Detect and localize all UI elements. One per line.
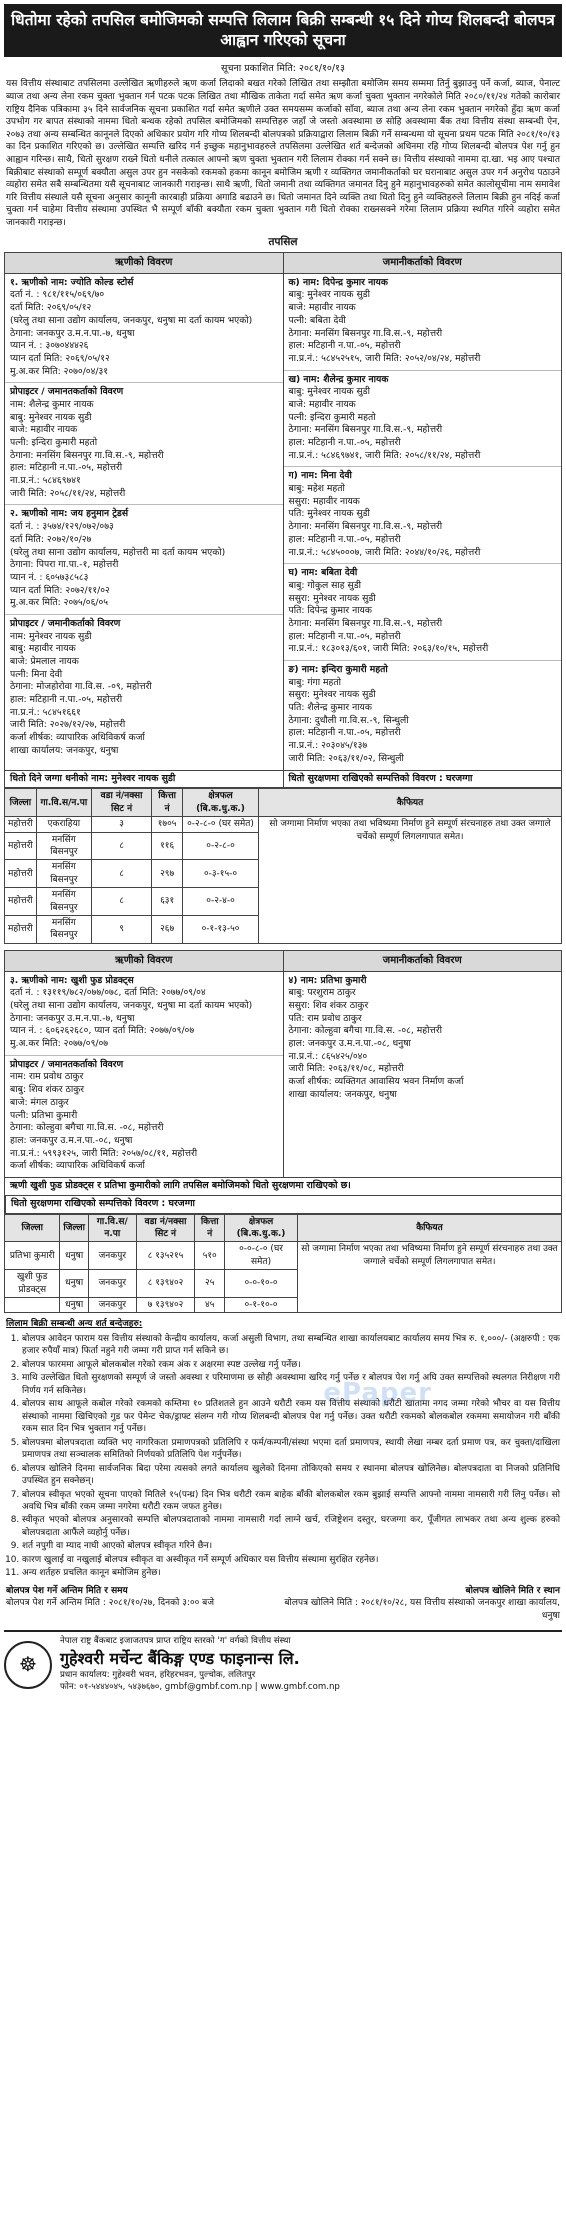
detail-line: प्यान दर्ता मिति: २०७२/११/०२ (10, 584, 110, 596)
loan-details-grid-2 (4, 950, 562, 1178)
notice-page (4, 4, 562, 2216)
company-logo-icon: ☸ (4, 1641, 52, 1689)
detail-line: प्यान नं. : ३०७०४४४२६ (10, 340, 89, 352)
detail-line: बाजे: महावीर नायक (288, 398, 356, 410)
detail-line: पति: राम प्रवोध ठाकुर (288, 1012, 362, 1024)
land-table-3 (4, 1214, 562, 1314)
detail-line: मु.अ.कर मिति: २०७७/०९/०७ (10, 1038, 109, 1050)
table-cell: ०-१-१०-० (225, 1298, 298, 1313)
detail-line: ठेगाना: पिपरा गा.पा.-१, महोत्तरी (10, 559, 119, 571)
detail-line: ठेगाना: मनसिंग बिसनपुर गा.वि.स.-९, महोत्तरी (10, 449, 164, 461)
detail-line: दर्ता नं. : १३११९/७८२/०७७/०७८, दर्ता मिति: २०७७/०९/०४ (10, 987, 206, 999)
table-row (5, 817, 562, 832)
table-cell: ८ (91, 832, 151, 860)
table-cell: जनकपुर (88, 1298, 136, 1313)
detail-line: जारी मिति: २०२७/१२/२७, महोत्तरी (10, 719, 126, 731)
detail-line: कर्जा शीर्षक: व्यापारिक अधिविकर्ष कर्जा (10, 1160, 145, 1172)
guarantor-e-block (284, 661, 562, 770)
detail-line: दर्ता मिति: २०६९/०५/१२ (10, 302, 92, 314)
table-cell: ८ १३५२१५ (136, 1242, 195, 1270)
terms-list (6, 1333, 560, 1580)
guarantor-column-header: जमानीकर्ताको विवरण (284, 253, 562, 274)
detail-line: बाबु: शिव शंकर ठाकुर (10, 1084, 85, 1096)
term-item: 7. बोलपत्र स्वीकृत भएको सूचना पाएको मितिले १५(पन्ध्र) दिन भित्र धरौटी रकम बाहेक बाँकी बोलकबोल रकम बुझाई सम्पत्ति आफ्नो नाममा नामसारी गरी लिनु पर्नेछ। सो अवधि भित्र बाँकी रकम जम्मा नगरेमा धरौटी रकम जफत हुनेछ। (22, 1489, 560, 1514)
detail-line: घ) नाम: बबिता देवी (288, 567, 358, 579)
col-ward: वडा नं/नक्सा सिट नं (91, 789, 151, 817)
detail-line: ससुरा: मुनेश्वर नायक सुडी (288, 689, 376, 701)
guarantor-a-block (284, 274, 562, 371)
detail-line: बाजे: प्रेमलाल नायक (10, 656, 79, 668)
table-cell: ८ (91, 860, 151, 888)
detail-line: प्यान दर्ता मिति: २०६९/०५/१२ (10, 352, 110, 364)
guarantor-d-block (284, 564, 562, 661)
detail-line: ठेगाना: मनसिंग बिसनपुर गा.वि.स.-९, महोत्तरी (288, 521, 443, 533)
table-cell: मनसिंग बिसनपुर (36, 916, 91, 944)
table-cell: धनुषा (60, 1270, 89, 1298)
detail-line: ठेगाना: मनसिंग बिसनपुर गा.वि.स.-९, महोत्तरी (288, 327, 443, 339)
detail-line: पत्नी: इन्दिरा कुमारी महतो (10, 437, 98, 449)
detail-line: कर्जा शीर्षक: व्यक्तिगत आवासिय भवन निर्माण कर्जा (288, 1076, 464, 1088)
tapsil-heading: तपसिल (268, 235, 298, 248)
table-cell: १७०५ (152, 817, 183, 832)
detail-line: हाल: मटिहानी न.पा.-०५, महोत्तरी (10, 694, 123, 706)
block-heading: प्रोपाइटर / जमानतकर्ताको विवरण (10, 1058, 124, 1070)
term-item: 8. स्वीकृत भएको बोलपत्र अनुसारको सम्पत्ति बोलपत्रदाताको नाममा नामसारी गर्दा लाग्ने खर्च, रजिष्ट्रेशन दस्तुर, घरजग्गा कर, पूँजीगत लाभकर तथा अन्य शुल्क हरुको बोलपत्रदाता आफैंले व्यहोर्नु पर्नेछ। (22, 1514, 560, 1539)
detail-line: पति: दिपेन्द्र कुमार नायक (288, 605, 372, 617)
open-date-label: बोलपत्र खोलिने मिति र स्थान (465, 1585, 560, 1596)
col-vdc: गा.वि.स/न.पा (36, 789, 91, 817)
land-table-1-header-row (5, 789, 562, 817)
col-area: क्षेत्रफल (बि.क.धु.क.) (183, 789, 259, 817)
detail-line: हाल: जनकपुर उ.म.न.पा.-०८, धनुषा (288, 1038, 411, 1050)
detail-line: ना.प्र.नं.: ५८४६९७४१ (10, 475, 81, 487)
detail-line: हाल: मटिहानी न.पा.-०५, महोत्तरी (10, 462, 123, 474)
detail-line: ४) नाम: प्रतिभा कुमारी (288, 974, 367, 986)
published-date: सूचना प्रकाशित मिति: २०८१/१०/१३ (221, 63, 345, 75)
table-cell: धनुषा (60, 1242, 89, 1270)
table-cell: महोत्तरी (5, 832, 37, 860)
term-item: 4. बोलपत्र साथ आफूले कबोल गरेको रकमको कम्तिमा १० प्रतिशतले हुन आउने धरौटी रकम यस वित्तीय संस्थाको धरौटी खातामा नगद जम्मा गरेको भौचर वा यस वित्तीय संस्थाको नाममा खिचिएको गुड फर पेमेन्ट चेक/ड्राफ्ट संलग्न गरी गोप्य शिलबन्दी बोलपत्र पेश गर्नु पर्नेछ। उक्त धरौटी रकमको बोलकबोल रकममा समायोजन गरी बाँकी रकम सात दिन भित्र भुक्तान गर्नु पर्नेछ। (22, 1398, 560, 1435)
watermark: ePaper (323, 1378, 432, 1408)
detail-line: बाबु: मुनेश्वर नायक सुडी (10, 411, 92, 423)
company-footer (4, 1630, 562, 1694)
table-cell: महोत्तरी (5, 916, 37, 944)
plot-3-security: धितो सुरक्षणमा राखिएको सम्पत्तिको विवरण : घरजग्गा (5, 1196, 561, 1213)
term-item: 10. कारण खुलाई वा नखुलाई बोलपत्र स्वीकृत वा अस्वीकृत गर्ने सम्पूर्ण अधिकार यस वित्तीय संस्थामा सुरक्षित रहनेछ। (22, 1554, 560, 1566)
plot-1-owner: धितो दिने जग्गा धनीको नाम: मुनेश्वर नायक सुडी (10, 772, 176, 784)
col-remarks: कैफियत (258, 789, 561, 817)
detail-line: बाबु: गोकुल साह सुडी (288, 579, 362, 591)
detail-line: ३. ऋणीको नाम: खुशी फुड प्रोडक्ट्स (10, 974, 134, 986)
detail-line: मु.अ.कर मिति: २०७५/०६/०५ (10, 597, 109, 609)
table-cell: ०-०-१०-० (225, 1270, 298, 1298)
company-contact: फोन: ०१-५४४४०४५, ५४३७६७०, gmbf@gmbf.com.np | www.gmbf.com.np (60, 1681, 340, 1692)
detail-line: ना.प्र.नं.: ५८४५१६६१ (10, 706, 81, 718)
table-cell: २५ (195, 1270, 225, 1298)
table-cell: मनसिंग बिसनपुर (36, 832, 91, 860)
proprietor-3-block (5, 1056, 283, 1177)
detail-line: हाल: मटिहानी न.पा.-०५, महोत्तरी (288, 437, 401, 449)
company-info (60, 1636, 340, 1694)
land-table-1 (4, 788, 562, 943)
guarantor-3-column (283, 951, 562, 1177)
col-plot-no: कित्ता नं (195, 1214, 225, 1242)
submit-deadline: बोलपत्र पेश गर्ने अन्तिम मिति : २०८१/१०/२७, दिनको ३:०० बजे (6, 1598, 214, 1609)
detail-line: (घरेलु तथा साना उद्योग कार्यालय, जनकपुर, धनुषा मा दर्ता कायम भएको) (10, 1000, 253, 1012)
detail-line: ना.प्र.नं.: ५९९३१२५, जारी मिति: २०५७/०८/११, महोत्तरी (10, 1147, 198, 1159)
detail-line: १. ऋणीको नाम: ज्योति कोल्ड स्टोर्स (10, 276, 134, 288)
table-cell: धनुषा (60, 1298, 89, 1313)
land-table-3-header-row (5, 1214, 562, 1242)
detail-line: बाजे: महावीर नायक (288, 302, 356, 314)
company-name: गुहेश्वरी मर्चेन्ट बैंकिङ्ग एण्ड फाइनान्स लि. (60, 1648, 300, 1668)
detail-line: ना.प्र.नं.: ५८४६९७४१, जारी मिति: २०५८/११/२४, महोत्तरी (288, 449, 481, 461)
table-cell: ०-२-४-० (183, 888, 259, 916)
table-cell: ०-३-१५-० (183, 860, 259, 888)
land-table-1-body (5, 817, 562, 944)
detail-line: पति: मुनेश्वर नायक सुडी (288, 508, 370, 520)
table-cell: मनसिंग बिसनपुर (36, 860, 91, 888)
terms-section (6, 1318, 560, 1579)
detail-line: ना.प्र.नं.: १८३०१३/६०१, जारी मिति: २०६३/१०/१५, महोत्तरी (288, 643, 489, 655)
term-item: 2. बोलपत्र फारममा आफूले बोलकबोल गरेको रकम अंक र अक्षरमा स्पष्ट उल्लेख गर्नु पर्नेछ। (22, 1359, 560, 1371)
table-cell: महोत्तरी (5, 860, 37, 888)
guarantor-b-block (284, 371, 562, 468)
detail-line: बाबु: मुनेश्वर नायक सुडी (288, 386, 370, 398)
detail-line: शाखा कार्यालय: जनकपुर, धनुषा (288, 1088, 397, 1100)
loan-details-grid-1 (4, 252, 562, 771)
detail-line: ठेगाना: कोल्हुवा बगैचा गा.वि.स. -०८, महोत्तरी (288, 1025, 442, 1037)
borrower-3-column-header: ऋणीको विवरण (5, 951, 283, 972)
detail-line: ना.प्र.नं.: ५८४५२५१५, जारी मिति: २०५२/०४/२४, महोत्तरी (288, 352, 481, 364)
table-cell: खुशी फुड प्रोडक्ट्स (5, 1270, 60, 1298)
term-item: 11. अन्य शर्तहरु प्रचलित कानून बमोजिम हुनेछ। (22, 1567, 560, 1579)
table-cell: ०-०-८-० (घर समेत) (225, 1242, 298, 1270)
table-cell: जनकपुर (88, 1270, 136, 1298)
detail-line: बाबु: मुनेश्वर नायक सुडी (288, 289, 370, 301)
plot-1-header (4, 771, 562, 789)
detail-line: दर्ता मिति: २०७२/१०/२७ (10, 533, 92, 545)
detail-line: पत्नी: बबिता देवी (288, 314, 346, 326)
table-cell: २६७ (152, 916, 183, 944)
table-cell: ३ (91, 817, 151, 832)
detail-line: नाम: राम प्रवोध ठाकुर (10, 1071, 84, 1083)
guarantor-c-block (284, 467, 562, 564)
table-cell: महोत्तरी (5, 888, 37, 916)
table-cell: ९ (91, 916, 151, 944)
table-cell: ११६ (152, 832, 183, 860)
detail-line: पत्नी: प्रतिभा कुमारी (10, 1109, 78, 1121)
deadline-box (6, 1585, 560, 1622)
plot-3-owner: ऋणी खुशी फुड प्रोडक्ट्स र प्रतिभा कुमारीको लागि तपसिल बमोजिमको धितो सुरक्षणमा राखिएको छ। (5, 1178, 561, 1196)
plot-1-security: धितो सुरक्षणमा राखिएको सम्पत्तिको विवरण : घरजग्गा (283, 771, 562, 788)
term-item: 9. शर्त नपुगी वा म्याद नाघी आएको बोलपत्र स्वीकृत गरिने छैन। (22, 1540, 560, 1552)
table-cell: प्रतिभा कुमारी (5, 1242, 60, 1270)
detail-line: ना.प्र.नं.: २०३०४५/१३७ (288, 740, 368, 752)
guarantor-column (283, 253, 562, 770)
guarantor-3-column-header: जमानीकर्ताको विवरण (284, 951, 562, 972)
detail-line: हाल: मटिहानी न.पा.-०५, महोत्तरी (288, 630, 401, 642)
table-cell: जनकपुर (88, 1242, 136, 1270)
table-cell: ०-२-८-० (183, 832, 259, 860)
notice-title: धितोमा रहेको तपसिल बमोजिमको सम्पत्ति लिलाम बिक्री सम्बन्धी १५ दिने गोप्य शिलबन्दी बोलपत्र आह्वान गरिएको सूचना (4, 4, 562, 57)
borrower-2-block (5, 505, 283, 615)
detail-line: ना.प्र.नं.: ५८४५०००७, जारी मिति: २०४४/१०/२६, महोत्तरी (288, 546, 481, 558)
detail-line: ससुरा: शिव शंकर ठाकुर (288, 1000, 369, 1012)
term-item: 1. बोलपत्र आवेदन फाराम यस वित्तीय संस्थाको केन्द्रीय कार्यालय, कर्जा असुली विभाग, तथा सम्बन्धित शाखा कार्यालयबाट कार्यालय समय भित्र रु. १,०००/- (अक्षरुपी : एक हजार रुपैयाँ मात्र) फिर्ता नहुने गरी जम्मा गरी प्राप्त गर्न सकिने छ। (22, 1333, 560, 1358)
table-row (5, 1242, 562, 1270)
table-cell: ७ १३९४०२ (136, 1298, 195, 1313)
detail-line: ग) नाम: मिना देवी (288, 470, 352, 482)
col-remarks: कैफियत (297, 1214, 561, 1242)
block-heading: प्रोपाइटर / जमानतकर्ताको विवरण (10, 386, 124, 398)
proprietor-1-block (5, 383, 283, 505)
detail-line: पति: शैलेन्द्र कुमार नायक (288, 702, 372, 714)
borrower-3-column (5, 951, 283, 1177)
detail-line: हाल: मटिहानी न.पा.-०५, महोत्तरी (288, 727, 401, 739)
detail-line: बाबु: गंगा महतो (288, 676, 342, 688)
detail-line: क) नाम: दिपेन्द्र कुमार नायक (288, 276, 388, 288)
detail-line: ठेगाना: दुधौली गा.वि.स.-९, सिन्धुली (288, 714, 409, 726)
detail-line: ना.प्र.नं.: ८६५४२५/०४० (288, 1050, 368, 1062)
detail-line: शाखा कार्यालय: जनकपुर, धनुषा (10, 744, 119, 756)
detail-line: जारी मिति: २०६३/११/०८, महोत्तरी (288, 1063, 404, 1075)
detail-line: ख) नाम: शैलेन्द्र कुमार नायक (288, 373, 389, 385)
borrower-column-header: ऋणीको विवरण (5, 253, 283, 274)
borrower-3-block (5, 972, 283, 1056)
table-cell: ४५ (195, 1298, 225, 1313)
detail-line: ससुरा: महावीर नायक (288, 495, 360, 507)
detail-line: ठेगाना: कोल्हुवा बगैचा गा.वि.स. -०८, महोत्तरी (10, 1122, 164, 1134)
detail-line: मु.अ.कर मिति: २०७०/०४/३१ (10, 365, 109, 377)
detail-line: प्यान नं. : ६०६२६२६८०, प्यान दर्ता मिति: २०७७/०९/०७ (10, 1025, 195, 1037)
table-cell: ८ १३९४०२ (136, 1270, 195, 1298)
detail-line: बाबु: परशुराम ठाकुर (288, 987, 356, 999)
table-cell: ८ (91, 888, 151, 916)
table-cell: मनसिंग बिसनपुर (36, 888, 91, 916)
terms-heading: लिलाम बिक्री सम्बन्धी अन्य शर्त बन्देजहरु: (6, 1319, 143, 1330)
detail-line: जारी मिति: २०६३/११/०२, सिन्धुली (288, 752, 404, 764)
guarantor-3-block (284, 972, 562, 1106)
detail-line: ठेगाना: मनसिंग बिसनपुर गा.वि.स.-९, महोत्तरी (288, 424, 443, 436)
table-cell: ५१० (195, 1242, 225, 1270)
col-vdc: गा.वि.स/न.पा (88, 1214, 136, 1242)
term-item: 3. माथि उल्लेखित धितो सुरक्षणको सम्पूर्ण जे जस्तो अवस्था र परिमाणमा छ सोही अवस्थामा खरिद गर्नु पर्नेछ र बोलपत्र पेश गर्नु अघि उक्त सम्पत्तिको स्थलगत निरीक्षण गरी निर्णय गर्न सकिनेछ। (22, 1372, 560, 1397)
table-cell: ६३१ (152, 888, 183, 916)
detail-line: (घरेलु तथा साना उद्योग कार्यालय, महोत्तरी मा दर्ता कायम भएको) (10, 546, 226, 558)
detail-line: प्यान नं. : ६०५७३८५८३ (10, 571, 89, 583)
col-ward: वडा नं/नक्सा सिट नं (136, 1214, 195, 1242)
open-date: बोलपत्र खोलिने मिति : २०८१/१०/२८, यस वित्तीय संस्थाको जनकपुर शाखा कार्यालय, धनुषा (284, 1598, 560, 1621)
table-cell: एकराहिया (36, 817, 91, 832)
company-address: प्रधान कार्यालय: गुहेश्वरी भवन, हरिहरभवन, पुल्चोक, ललितपुर (60, 1669, 256, 1680)
open-date-block (283, 1585, 560, 1622)
detail-line: बाजे: मंगल ठाकुर (10, 1096, 69, 1108)
table-cell: ०-१-१३-५० (183, 916, 259, 944)
col-district: जिल्ला (60, 1214, 89, 1242)
col-plot-no: कित्ता नं (152, 789, 183, 817)
detail-line: दर्ता नं. : ३५७४/१२९/०७२/०७३ (10, 521, 114, 533)
submit-deadline-block (6, 1585, 214, 1622)
detail-line: २. ऋणीको नाम: जय हनुमान ट्रेडर्स (10, 508, 129, 520)
term-item: 5. बोलपत्रमा बोलपत्रदाता व्यक्ति भए नागरिकता प्रमाणपत्रको प्रतिलिपि र फर्म/कम्पनी/संस्था भएमा दर्ता प्रमाणपत्र, स्थायी लेखा नम्बर दर्ता प्रमाण पत्र, कर चुक्ता/दाखिला प्रमाणपत्र तथा सञ्चालक समितिको निर्णयको प्रतिलिपि पेश गर्नुपर्नेछ। (22, 1437, 560, 1462)
borrower-1-block (5, 274, 283, 384)
block-heading: प्रोपाइटर / जमानीकर्ताको विवरण (10, 617, 121, 629)
plot-3-header (4, 1178, 562, 1214)
intro-paragraph: यस वित्तीय संस्थाबाट तपसिलमा उल्लेखित ऋणीहरुले ऋण कर्जा लिदाको बखत गरेको लिखित तथा सम्झौता बमोजिम समय सम्ममा तिर्नु बुझाउनु पर्ने कर्जा, ब्याज, पेनाल्ट ब्याज तथा अन्य लेना रकम चुक्ता भुक्तान गर्न पटक पटक लिखित तथा मौखिक ताकेता गर्दा समेत ऋण कर्जा चुक्ता भुक्तान नगरेकोले मिति २०८०/११/२४ गतेको कारोबार राष्ट्रिय दैनिक पत्रिकामा ३५ दिने सार्वजनिक सूचना प्रकाशित गर्दा समेत ऋणीले उक्त समयसम्म कर्जाको साँवा, ब्याज तथा अन्य लेना रकम भुक्तान नगरेको हुँदा ऋण कर्जा उपभोग गर बापत संस्थाको नाममा धितो बन्धक रहेको तपसिल बमोजिमको सम्पत्तिहरु जहाँ जे जस्तो अवस्थामा छ सोहि अवस्थामा बैंक तथा वित्तीय संस्था सम्बन्धी ऐन, २०७३ तथा अन्य सम्बन्धित कानूनले दिएको अधिकार प्रयोग गरि गोप्य शिलबन्दी बोलपत्रको प्रक्रियाद्वारा लिलाम बिक्री गर्ने सम्बन्धमा यो सूचना प्रथम पटक मिति २०८१/१०/१३ का दिन प्रकाशित गरिएको छ। उल्लेखित सम्पत्ति खरिद गर्न इच्छुक महानुभावहरुले तपसिलमा उल्लेखित शर्त बन्देजको अधिनमा रहि गोप्य शिलबन्दी बोलपत्र पेश गर्नु हुन आह्वान गरिन्छ। साथै, धितो सुरक्षण राख्ने धितो धनीले तत्काल आफ्नो ऋण चुक्ता भुक्तान गरी लिलाम रोक्का गर्न सक्ने छ। वित्तीय संस्थाको नाममा दा.खा. भइ आए पश्चात बिक्रीबाट संस्थाको सम्पूर्ण बक्यौता असुल उपर हुन नसकेको रकमको हकमा कानून बमोजिम ऋणी र व्यक्तिगत जमानीकर्ताको घर घरानाबाट असुल उपर गर्न अनुरोध पठाउने व्यहोरा समेत सबै सम्बन्धितमा यसै सूचनाबाट जानकारी गराइन्छ। साथै ऋणी, धितो जमानी तथा व्यक्तिगत जमानत दिनु हुने महानुभावहरुको समेत कालोसूचीमा नाम समावेश गरि वित्तीय संस्थाले यसै सूचना अनुसार कानूनी कारबाही प्रक्रिया अगाडि बढाउने छ। धितो जमानत दिने व्यक्ति तथा धितो दिनु हुने व्यक्तिहरुले लिलाम बिक्री हुन नदिई कर्जा चुक्ता गर्न चाहेमा वित्तीय संस्थामा उपस्थित भै सम्पूर्ण बाँकी बक्यौता रकम चुक्ता भुक्तान गरी धितो रोक्का राख्नसक्ने गरेमा लिलाम प्रक्रिया स्थगित गरिने व्यहोरा समेत जानकारी गराइन्छ। (6, 79, 560, 228)
detail-line: हाल: मटिहानी न.पा.-०५, महोत्तरी (288, 340, 401, 352)
detail-line: कर्जा शीर्षक: व्यापारिक अधिविकर्ष कर्जा (10, 732, 145, 744)
detail-line: ठेगाना: मोजहोरोवा गा.वि.स. -०९, महोत्तरी (10, 681, 152, 693)
proprietor-2-block (5, 615, 283, 762)
detail-line: ङ) नाम: इन्दिरा कुमारी महतो (288, 664, 388, 676)
detail-line: जारी मिति: २०५८/११/२४, महोत्तरी (10, 487, 126, 499)
detail-line: हाल: जनकपुर उ.म.न.पा.-०८, धनुषा (10, 1134, 133, 1146)
borrower-column (5, 253, 283, 770)
detail-line: ठेगाना: जनकपुर उ.म.न.पा.-७, धनुषा (10, 327, 135, 339)
land-table-3-body (5, 1242, 562, 1313)
detail-line: बाबु: महेश महतो (288, 483, 345, 495)
table-cell: महोत्तरी (5, 817, 37, 832)
detail-line: बाबु: महावीर नायक (10, 643, 76, 655)
remarks-cell: सो जग्गामा निर्माण भएका तथा भविष्यमा निर्माण हुने सम्पूर्ण संरचनाहरु तथा उक्त जग्गाले चर्चेको सम्पूर्ण लिगलगापात समेत। (297, 1242, 561, 1313)
detail-line: ठेगाना: जनकपुर उ.म.न.पा.-७, धनुषा (10, 1012, 135, 1024)
col-area: क्षेत्रफल (बि.क.धु.क.) (225, 1214, 298, 1242)
detail-line: ससुरा: मुनेश्वर नायक सुडी (288, 592, 376, 604)
table-cell: ०-२-८-० (घर समेत) (183, 817, 259, 832)
detail-line: पत्नी: मिना देवी (10, 668, 63, 680)
col-owner: जिल्ला (5, 1214, 60, 1242)
term-item: 6. बोलपत्र खोलिने दिनमा सार्वजनिक बिदा परेमा त्यसको लगते कार्यालय खुलेको दिनमा तोकिएको समय र स्थानमा बोलपत्र खोलिनेछ। बोलपत्रदाता वा निजको प्रतिनिधि उपस्थित हुन सक्नेछन्। (22, 1463, 560, 1488)
table-cell: २९७ (152, 860, 183, 888)
col-district: जिल्ला (5, 789, 37, 817)
regulator-line: नेपाल राष्ट्र बैंकबाट इजाजतपत्र प्राप्त राष्ट्रिय स्तरको 'ग' वर्गको वित्तीय संस्था (60, 1636, 291, 1647)
detail-line: नाम: शैलेन्द्र कुमार नायक (10, 398, 94, 410)
detail-line: ठेगाना: मनसिंग बिसनपुर गा.वि.स.-९, महोत्तरी (288, 617, 443, 629)
remarks-cell: सो जग्गामा निर्माण भएका तथा भविष्यमा निर्माण हुने सम्पूर्ण संरचनाहरु तथा उक्त जग्गाले चर्चेको सम्पूर्ण लिगलगापात समेत। (258, 817, 561, 944)
table-cell (5, 1298, 60, 1313)
detail-line: (घरेलु तथा साना उद्योग कार्यालय, जनकपुर, धनुषा मा दर्ता कायम भएको) (10, 314, 253, 326)
detail-line: बाजे: महावीर नायक (10, 424, 78, 436)
submit-deadline-label: बोलपत्र पेश गर्ने अन्तिम मिति र समय (6, 1585, 128, 1596)
detail-line: दर्ता नं. : ९८१/११५/०६९/७० (10, 289, 105, 301)
detail-line: पत्नी: इन्दिरा कुमारी महतो (288, 411, 376, 423)
detail-line: हाल: मटिहानी न.पा.-०५, महोत्तरी (288, 533, 401, 545)
detail-line: नाम: मुनेश्वर नायक सुडी (10, 630, 92, 642)
